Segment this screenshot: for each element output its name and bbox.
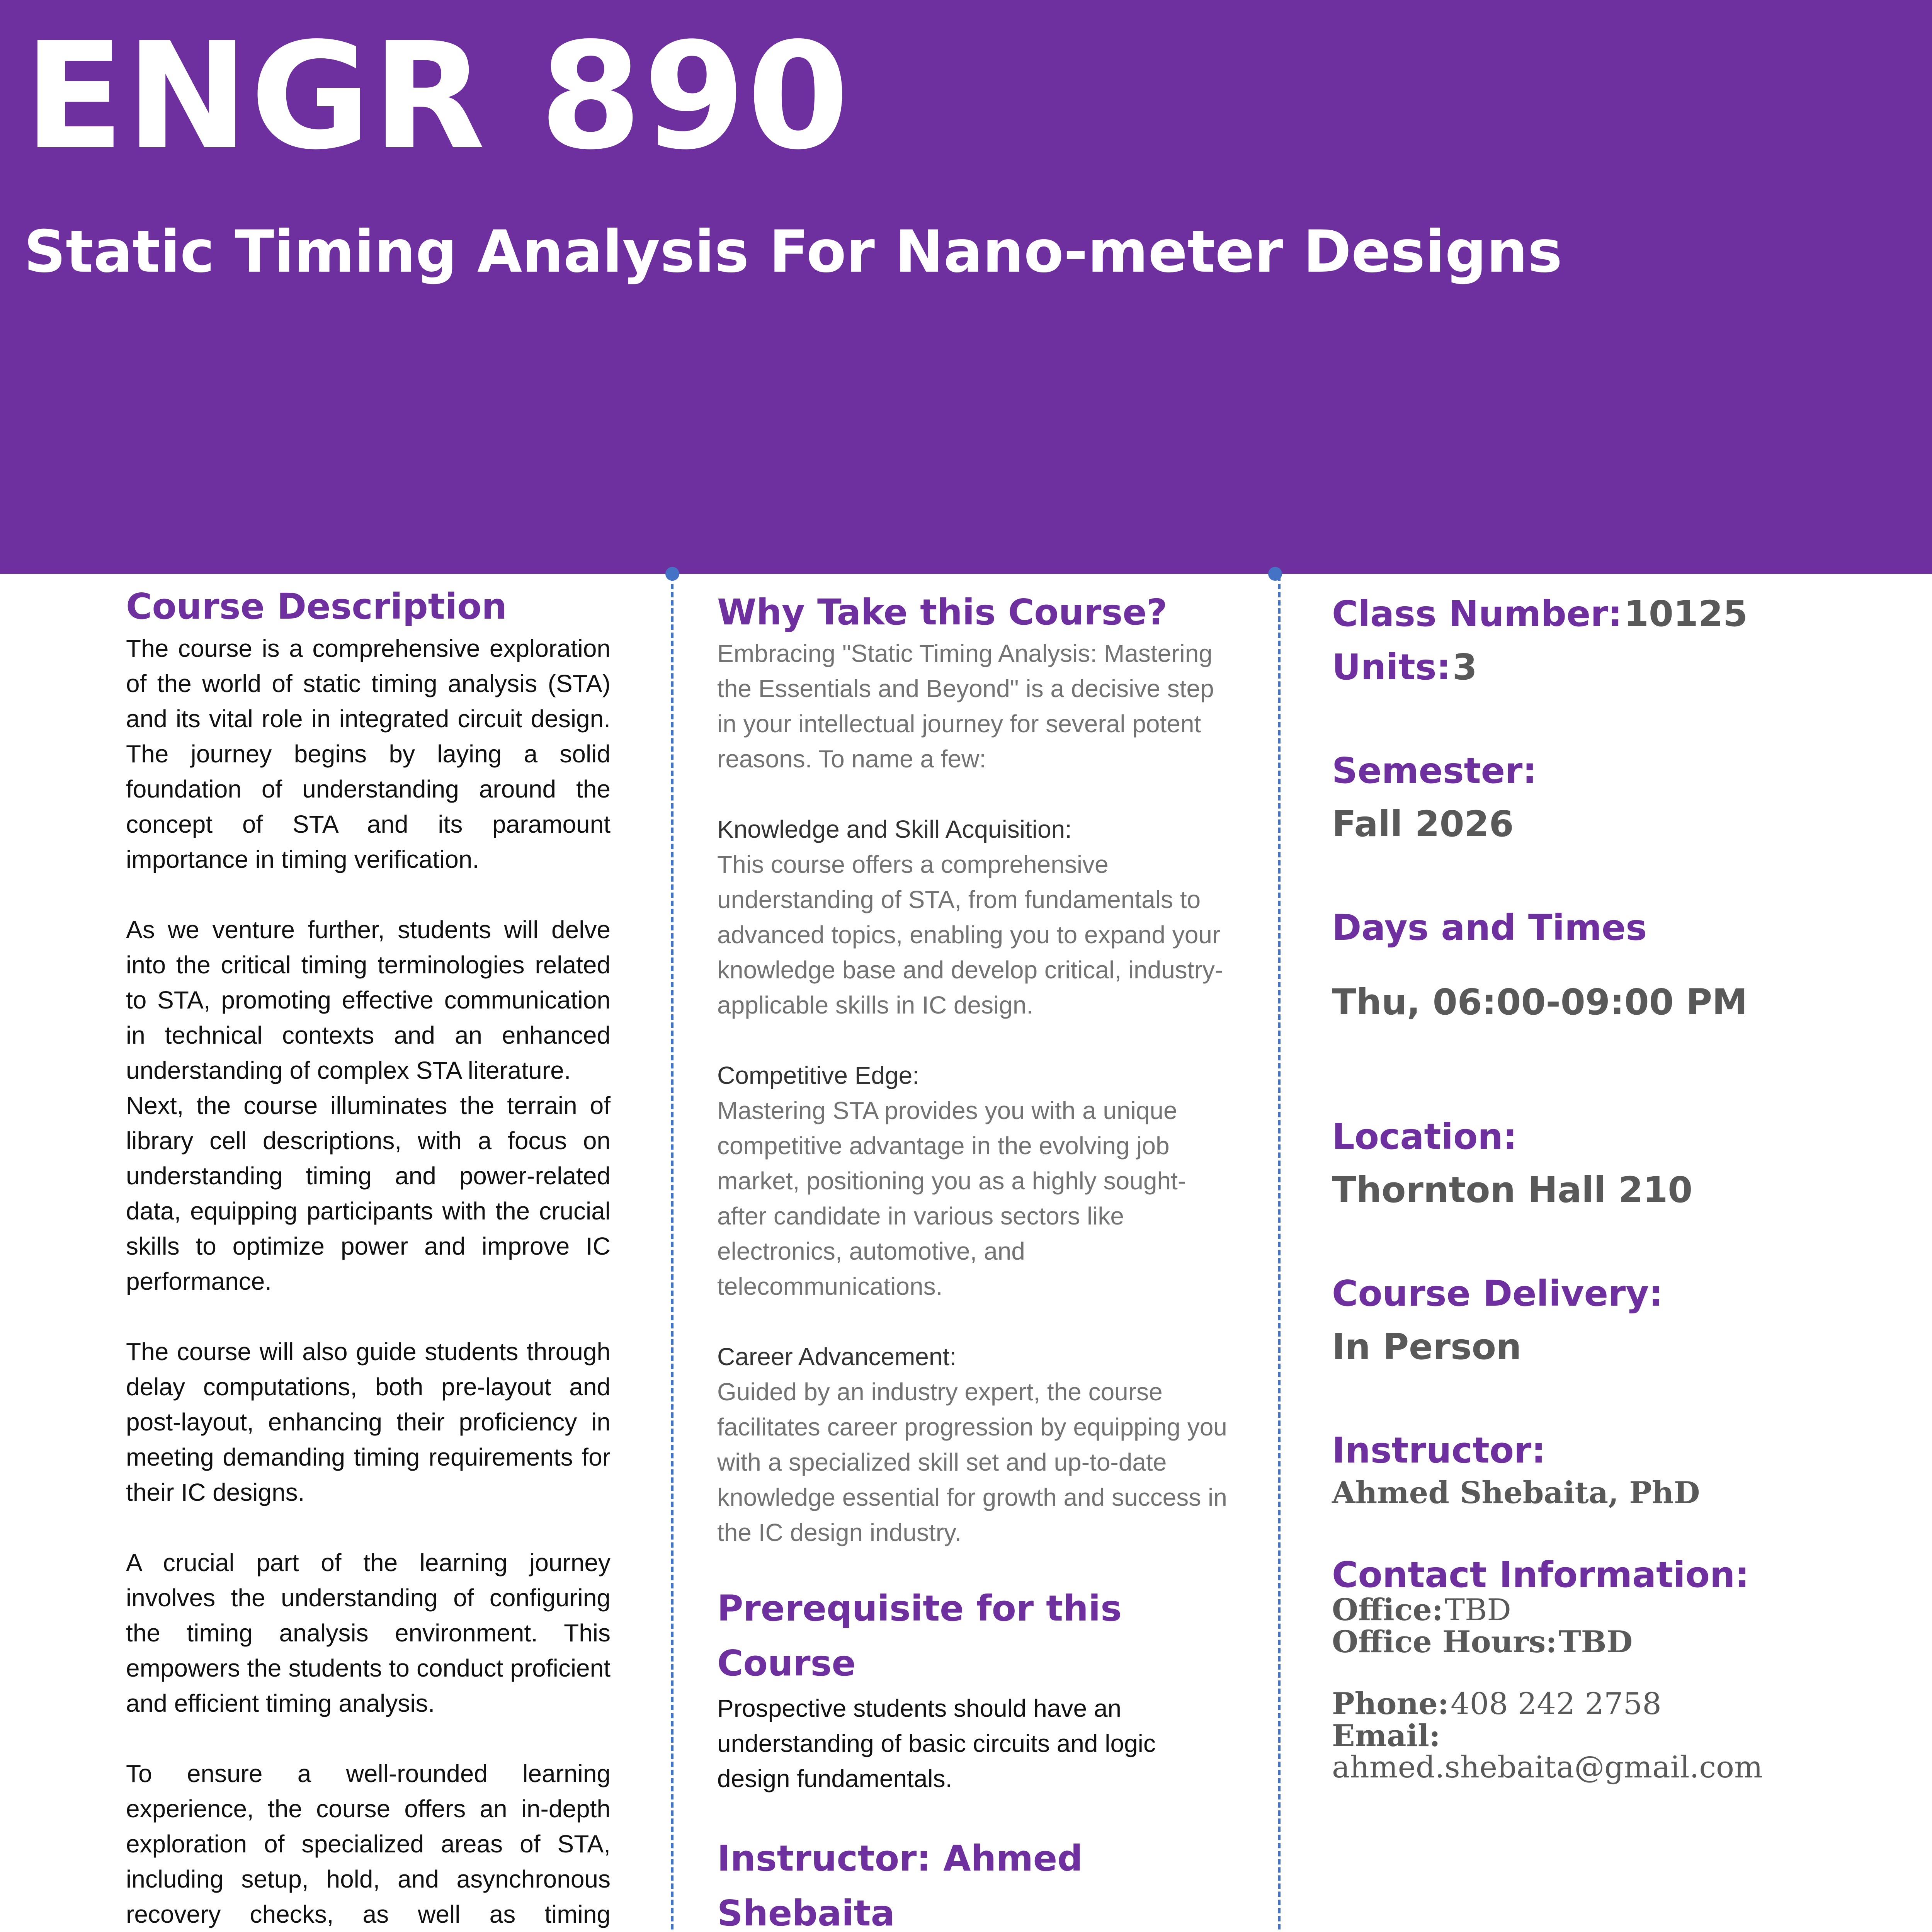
course-title: Static Timing Analysis For Nano-meter Designs <box>24 218 1563 286</box>
course-code: ENGR 890 <box>24 11 851 182</box>
phone-value: 408 242 2758 <box>1450 1686 1662 1721</box>
why-intro: Embracing "Static Timing Analysis: Mastering the Essentials and Beyond" is a decisive step in your intellectual journey for several potent reasons. To name a few: <box>717 639 1214 773</box>
divider-left <box>671 576 673 1932</box>
units-label: Units: <box>1332 646 1451 688</box>
units-row <box>1332 641 1932 694</box>
description-paragraph: To ensure a well-rounded learning experience, the course offers an in-depth exploration of specialized areas of STA, including setup, hold, and asynchronous recovery checks, as well as timing <box>126 1760 611 1929</box>
location-value: Thornton Hall 210 <box>1332 1169 1693 1211</box>
office-label: Office: <box>1332 1592 1443 1628</box>
description-paragraph: As we venture further, students will delve into the critical timing terminologies related to STA, promoting effective communication in technical contexts and an enhanced understanding of complex STA literature. Next, the course illuminates the terrain of library cell descriptions, with a focus on understanding timing and power-related data, equipping participants with the crucial skills to optimize power and improve IC performance. <box>126 916 611 1296</box>
email-label: Email: <box>1332 1718 1440 1753</box>
prerequisite-text: Prospective students should have an understanding of basic circuits and logic design fundamentals. <box>717 1694 1156 1793</box>
office-hours-row <box>1332 1626 1932 1658</box>
units-value: 3 <box>1452 646 1477 688</box>
reason-title: Competitive Edge: <box>717 1061 919 1090</box>
class-number-label: Class Number: <box>1332 593 1622 634</box>
reason-text: This course offers a comprehensive understanding of STA, from fundamentals to advanced topics, enabling you to expand your knowledge base and develop critical, industry-applicable skills in IC design. <box>717 850 1223 1019</box>
office-value: TBD <box>1444 1593 1511 1628</box>
divider-right <box>1278 576 1281 1932</box>
course-description-heading: Course Description <box>126 586 507 627</box>
phone-row <box>1332 1688 1932 1720</box>
email-value[interactable]: ahmed.shebaita@gmail.com <box>1332 1750 1763 1785</box>
header-banner <box>0 0 1932 574</box>
course-description-section <box>126 585 611 1932</box>
semester-label: Semester: <box>1332 750 1537 791</box>
reason-title: Career Advancement: <box>717 1343 956 1371</box>
course-delivery-value: In Person <box>1332 1326 1522 1367</box>
office-hours-label: Office Hours: <box>1332 1624 1557 1660</box>
description-paragraph: The course is a comprehensive exploration of the world of static timing analysis (STA) and its vital role in integrated circuit design. The journey begins by laying a solid foundation of understanding around the concept of STA and its paramount importance in timing verification. <box>126 634 611 874</box>
class-number-row <box>1332 587 1932 641</box>
why-take-heading: Why Take this Course? <box>717 592 1168 633</box>
why-take-section <box>717 591 1235 1932</box>
description-paragraph: A crucial part of the learning journey involves the understanding of configuring the timing analysis environment. This empowers the students to conduct proficient and efficient timing analysis. <box>126 1549 611 1718</box>
phone-label: Phone: <box>1332 1686 1449 1721</box>
contact-info-label: Contact Information: <box>1332 1554 1750 1595</box>
reason-text: Mastering STA provides you with a unique competitive advantage in the evolving job market, positioning you as a highly sought-after candidate in various sectors like electronics, automotive, and telecommunications. <box>717 1097 1186 1301</box>
office-row <box>1332 1594 1932 1626</box>
instructor-label: Instructor: <box>1332 1430 1546 1471</box>
course-delivery-label: Course Delivery: <box>1332 1273 1663 1314</box>
instructor-name: Ahmed Shebaita, PhD <box>1332 1475 1700 1510</box>
course-info-section <box>1332 587 1932 1784</box>
instructor-bio-heading: Instructor: Ahmed Shebaita <box>717 1838 1083 1932</box>
location-label: Location: <box>1332 1116 1517 1157</box>
reason-text: Guided by an industry expert, the course facilitates career progression by equipping you with a specialized skill set and up-to-date knowledge essential for growth and success in the IC design industry. <box>717 1378 1227 1547</box>
office-hours-value: TBD <box>1558 1624 1633 1660</box>
prerequisite-heading: Prerequisite for this Course <box>717 1588 1122 1684</box>
reason-title: Knowledge and Skill Acquisition: <box>717 815 1072 844</box>
class-number-value: 10125 <box>1624 593 1748 634</box>
description-paragraph: The course will also guide students through delay computations, both pre-layout and post-layout, enhancing their proficiency in meeting demanding timing requirements for their IC designs. <box>126 1338 611 1507</box>
days-times-value: Thu, 06:00-09:00 PM <box>1332 981 1748 1023</box>
semester-value: Fall 2026 <box>1332 803 1514 845</box>
days-times-label: Days and Times <box>1332 907 1647 948</box>
